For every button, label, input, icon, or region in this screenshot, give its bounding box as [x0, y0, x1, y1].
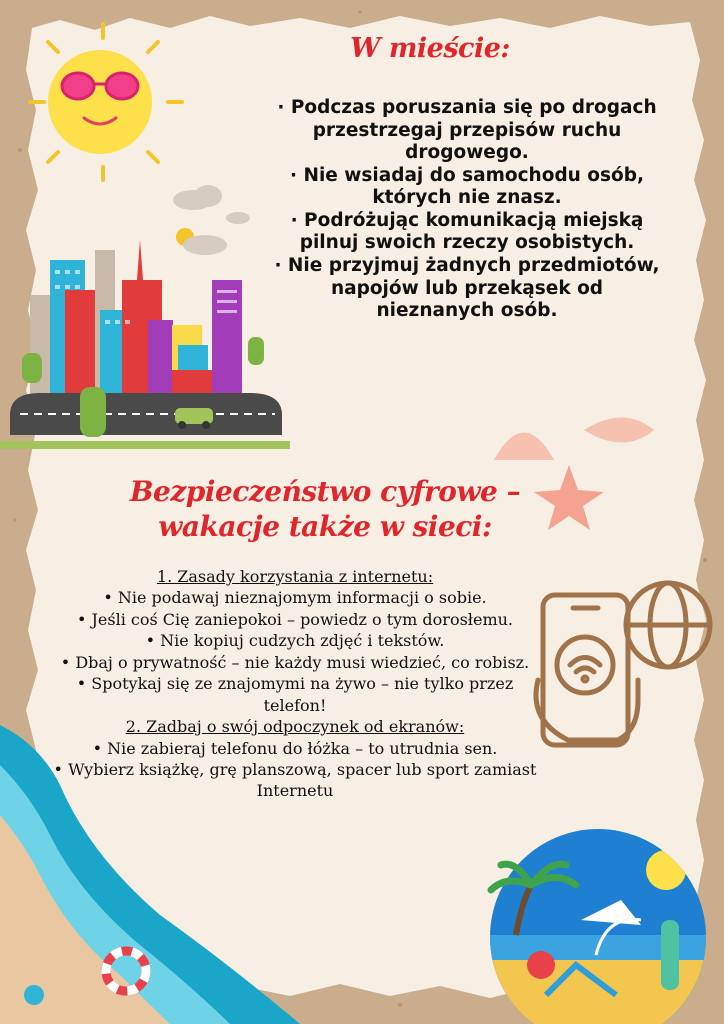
digital-rule-item: • Dbaj o prywatność – nie każdy musi wiedzieć, co robisz.	[60, 652, 530, 672]
city-rule-item: · Nie wsiadaj do samochodu osób, których nie znasz.	[290, 164, 644, 209]
city-rule-item: · Nie przyjmuj żadnych przedmiotów, napojów lub przekąsek od nieznanych osób.	[274, 254, 660, 322]
phone-wifi-globe-icon	[528, 580, 718, 750]
subsection-heading: 2. Zadbaj o swój odpoczynek od ekranów:	[125, 717, 465, 737]
subsection-heading: 1. Zasady korzystania z internetu:	[156, 567, 434, 586]
sun-with-sunglasses-icon	[28, 22, 188, 182]
digital-rule-item: • Nie podawaj nieznajomym informacji o sobie.	[103, 588, 487, 608]
digital-rule-item: • Wybierz książkę, grę planszową, spacer lub sport zamiast Internetu	[53, 759, 537, 801]
city-section-title: W mieście:	[350, 33, 510, 64]
city-rules-list	[272, 97, 662, 323]
city-rule-item: · Podczas poruszania się po drogach przestrzegaj przepisów ruchu drogowego.	[277, 97, 657, 164]
city-skyline-icon	[0, 225, 290, 455]
digital-rules-list	[52, 566, 538, 802]
digital-rule-item: • Nie zabieraj telefonu do łóżka – to utrudnia sen.	[92, 738, 498, 758]
digital-rule-item: • Nie kopiuj cudzych zdjęć i tekstów.	[145, 631, 445, 651]
digital-rule-item: • Spotykaj się ze znajomymi na żywo – nie tylko przez telefon!	[76, 674, 514, 715]
digital-section-title: Bezpieczeństwo cyfrowe – wakacje także w sieci:	[129, 475, 521, 543]
beach-scene-icon	[486, 825, 711, 1024]
city-rule-item: · Podróżując komunikacją miejską pilnuj swoich rzeczy osobistych.	[290, 209, 644, 254]
digital-rule-item: • Jeśli coś Cię zaniepokoi – powiedz o tym dorosłemu.	[76, 609, 514, 629]
